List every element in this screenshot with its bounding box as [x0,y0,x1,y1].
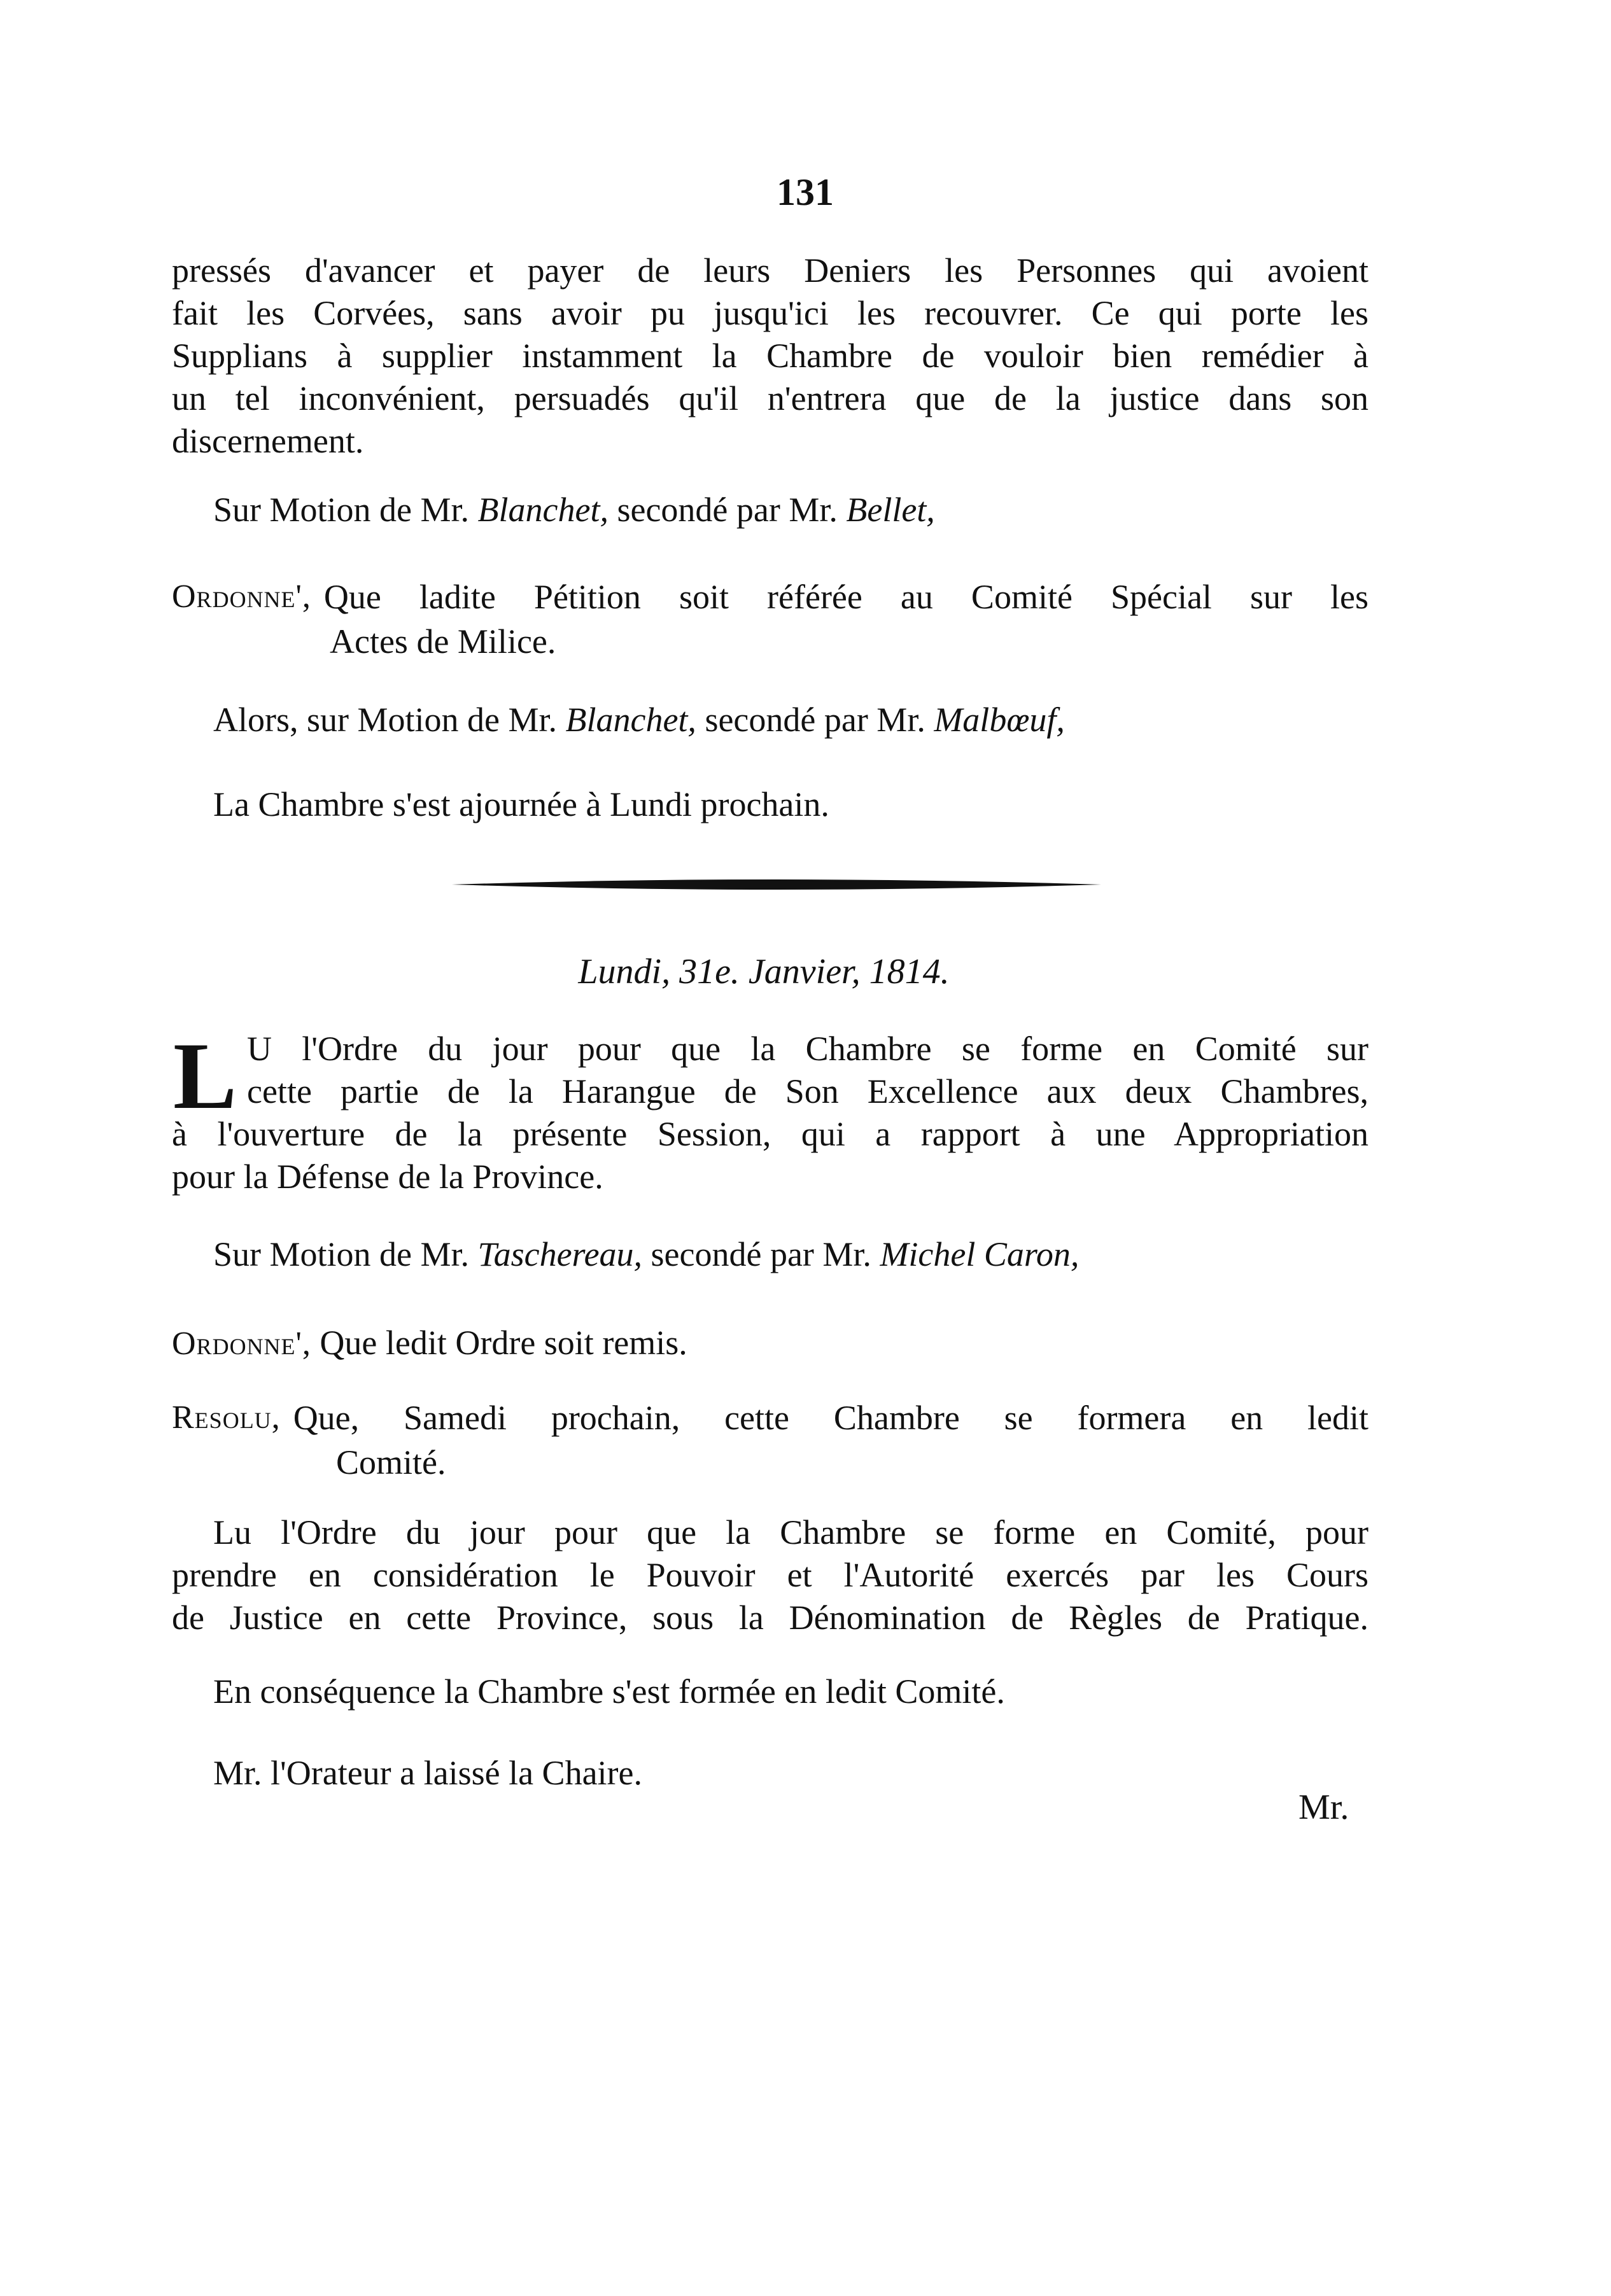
paragraph-line: discernement. [172,422,364,460]
motion-prefix: Sur Motion de Mr. [213,491,470,529]
paragraph-line: U l'Ordre du jour pour que la Chambre se forme en Comité sur [247,1030,1368,1068]
paragraph-line: cette partie de la Harangue de Son Excellence aux deux Chambres, [247,1072,1368,1110]
order-label: Ordonne', [172,578,311,615]
section-divider [452,877,1101,892]
resolution-label: Resolu, [172,1399,281,1436]
motion-middle: secondé par Mr. [705,701,925,739]
paragraph-order-of-day-courts [172,1511,1368,1639]
motion-taschereau-caron [213,1235,1079,1274]
order-remitted [172,1320,1368,1366]
motion-middle: secondé par Mr. [651,1235,871,1273]
order-text-continued: Actes de Milice. [330,622,556,661]
order-text: Que ledit Ordre soit remis. [320,1324,687,1362]
drop-cap: L [173,1023,237,1129]
paragraph-line: pour la Défense de la Province. [172,1158,603,1196]
catchword: Mr. [1298,1788,1349,1827]
resolution-text-continued: Comité. [336,1443,446,1481]
mover-name: Blanchet, [565,701,696,739]
paragraph-line: pressés d'avancer et payer de leurs Deniers les Personnes qui avoient [172,251,1368,290]
seconder-name: Malbœuf, [934,701,1065,739]
paragraph-line: fait les Corvées, sans avoir pu jusqu'ici les recouvrer. Ce qui porte les [172,294,1368,332]
motion-prefix: Sur Motion de Mr. [213,1235,470,1273]
resolution-text: Que, Samedi prochain, cette Chambre se formera en ledit [293,1399,1368,1437]
committee-formed-line: En conséquence la Chambre s'est formée en ledit Comité. [213,1672,1005,1711]
order-petition-referred [172,575,1368,664]
adjournment-line: La Chambre s'est ajournée à Lundi prochain. [213,785,829,823]
motion-middle: secondé par Mr. [617,491,838,529]
seconder-name: Bellet, [846,491,935,529]
motion-blanchet-bellet [213,490,935,529]
speaker-left-chair-line: Mr. l'Orateur a laissé la Chaire. [213,1754,642,1792]
page-number: 131 [777,171,834,213]
seconder-name: Michel Caron, [880,1235,1080,1273]
paragraph-line: un tel inconvénient, persuadés qu'il n'entrera que de la justice dans son [172,379,1368,417]
resolution [172,1396,1368,1485]
mover-name: Taschereau, [477,1235,643,1273]
session-date: Lundi, 31e. Janvier, 1814. [578,952,950,991]
paragraph-line: Supplians à supplier instamment la Chambre de vouloir bien remédier à [172,337,1368,375]
motion-prefix: Alors, sur Motion de Mr. [213,701,557,739]
paragraph-line: à l'ouverture de la présente Session, qui a rapport à une Appropriation [172,1115,1368,1153]
order-text: Que ladite Pétition soit référée au Comité Spécial sur les [323,578,1368,616]
motion-blanchet-malboeuf [213,700,1065,739]
paragraph-order-of-day-defence [172,1023,1368,1198]
paragraph-petition [172,249,1368,463]
paragraph-line: de Justice en cette Province, sous la Dénomination de Règles de Pratique. [172,1599,1368,1637]
paragraph-line: Lu l'Ordre du jour pour que la Chambre se forme en Comité, pour [213,1513,1368,1551]
order-label: Ordonne', [172,1326,311,1362]
paragraph-line: prendre en considération le Pouvoir et l'Autorité exercés par les Cours [172,1556,1368,1594]
mover-name: Blanchet, [477,491,609,529]
